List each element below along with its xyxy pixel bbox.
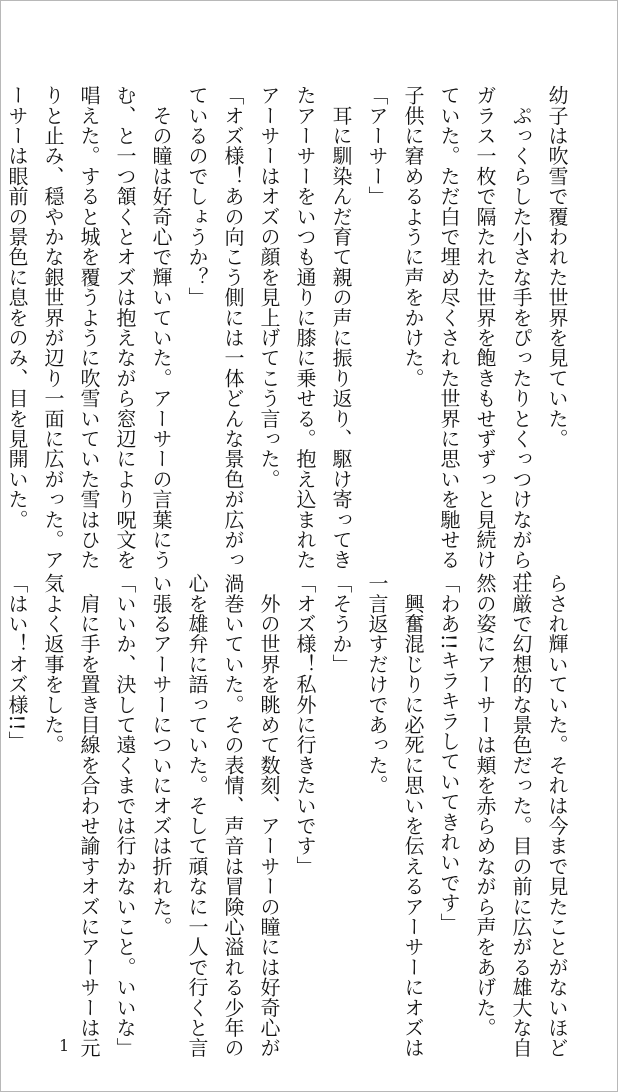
text-line: 気よく返事をした。 <box>41 573 65 755</box>
text-line: 「わあ!!キラキラしていてきれいです」 <box>437 573 461 933</box>
upper-text-block <box>5 85 575 590</box>
text-line: 然の姿にアーサーは頬を赤らめながら声をあげた。 <box>473 573 497 1038</box>
text-line: 「はい！オズ様!!」 <box>5 573 29 752</box>
text-line: 興奮混じりに必死に思いを伝えるアーサーにオズは <box>401 573 425 1058</box>
text-line: 幼子は吹雪で覆われた世界を見ていた。 <box>545 85 569 449</box>
text-line: 心を雄弁に語っていた。そして頑なに一人で行くと言 <box>185 573 209 1058</box>
text-line: 外の世界を眺めて数刻、アーサーの瞳には好奇心が <box>257 573 281 1058</box>
text-line: 「アーサー」 <box>365 85 389 207</box>
text-line: らされ輝いていた。それは今まで見たことがないほど <box>545 573 569 1058</box>
text-line: りと止み、穏やかな銀世界が辺り一面に広がった。ア <box>41 85 65 570</box>
text-line: 唱えた。すると城を覆うように吹雪いていた雪はひた <box>77 85 101 570</box>
text-line: い張るアーサーについにオズは折れた。 <box>149 573 173 937</box>
lower-text-block <box>5 573 575 1058</box>
text-line: む、と一つ頷くとオズは抱えながら窓辺により呪文を <box>113 85 137 570</box>
text-line: 荘厳で幻想的な景色だった。目の前に広がる雄大な自 <box>509 573 533 1058</box>
text-line: 「オズ様！私外に行きたいです」 <box>293 573 317 876</box>
text-line: 肩に手を置き目線を合わせ諭すオズにアーサーは元 <box>77 573 101 1058</box>
text-line: アーサーはオズの顔を見上げてこう言った。 <box>257 85 281 489</box>
text-line: ーサーは眼前の景色に息をのみ、目を見開いた。 <box>5 85 29 530</box>
text-line: その瞳は好奇心で輝いていた。アーサーの言葉にう <box>149 85 173 570</box>
text-line: ガラス一枚で隔たれた世界を飽きもせずずっと見続け <box>473 85 497 570</box>
text-line: 一言返すだけであった。 <box>365 573 389 796</box>
text-line: たアーサーをいつも通りに膝に乗せる。抱え込まれた <box>293 85 317 570</box>
text-line: 「オズ様！あの向こう側には一体どんな景色が広がっ <box>221 85 245 570</box>
page-number: 1 <box>59 1036 70 1055</box>
text-line: 子供に窘めるように声をかけた。 <box>401 85 425 388</box>
text-line: ていた。ただ白で埋め尽くされた世界に思いを馳せる <box>437 85 461 570</box>
text-line: 「そうか」 <box>329 573 353 674</box>
text-line: 「いいか、決して遠くまでは行かないこと。いいな」 <box>113 573 137 1058</box>
text-line: ぷっくらした小さな手をぴったりとくっつけながら、 <box>509 85 533 590</box>
text-line: 耳に馴染んだ育て親の声に振り返り、駆け寄ってき <box>329 85 353 570</box>
text-line: 渦巻いていた。その表情、声音は冒険心溢れる少年の <box>221 573 245 1058</box>
text-line: ているのでしょうか？」 <box>185 85 209 308</box>
